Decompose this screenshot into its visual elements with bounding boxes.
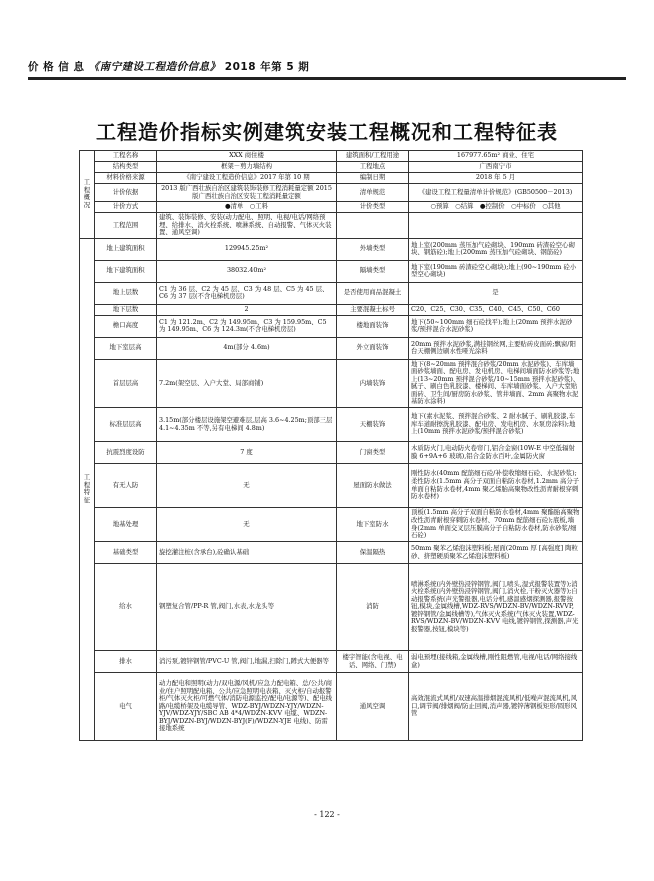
feature-row bbox=[80, 238, 583, 260]
feature-label-2: 消防 bbox=[337, 564, 409, 651]
feature-value: 无 bbox=[157, 508, 337, 542]
overview-label: 计价方式 bbox=[95, 202, 157, 213]
feature-value: 38032.40m² bbox=[157, 260, 337, 282]
feature-label: 有无人防 bbox=[95, 464, 157, 508]
compile-date-value: 2018 年 5 月 bbox=[409, 173, 583, 184]
feature-value-2: 是 bbox=[409, 282, 583, 304]
feature-value-2: 地下(50~100mm 细石砼找平);地上(20mm 预拌水泥砂浆/预拌混合水泥砂浆) bbox=[409, 315, 583, 337]
feature-row bbox=[80, 359, 583, 407]
feature-label-2: 门窗类型 bbox=[337, 442, 409, 464]
feature-label: 地上层数 bbox=[95, 282, 157, 304]
feature-label: 地下建筑面积 bbox=[95, 260, 157, 282]
feature-value-2: 20mm 预拌水泥砂浆,满挂钢丝网,主要贴砖皮面砖;飘窗/阳台天棚侧边刷水性哑光涂料 bbox=[409, 337, 583, 359]
feature-label-2: 保温隔热 bbox=[337, 542, 409, 564]
overview-label: 计价类型 bbox=[337, 202, 409, 213]
scope-label: 工程范围 bbox=[95, 213, 157, 239]
feature-value-2: 顶板(1.5mm 高分子双面自粘防水卷材,4mm 聚酯胎高聚物改性沥青耐根穿刺防水卷材、70mm 配筋细石砼);底板,墙身(2mm 单面交叉层压膜高分子自粘防水卷材,防水砂浆/细石砼) bbox=[409, 508, 583, 542]
feature-label: 首层层高 bbox=[95, 359, 157, 407]
header-rule bbox=[28, 77, 626, 80]
feature-row bbox=[80, 315, 583, 337]
feature-section-label: 工 程 特 征 bbox=[80, 238, 95, 740]
overview-value: 167977.65m² 商业、住宅 bbox=[409, 151, 583, 162]
feature-value-2: 弱电预埋(接线箱,金属线槽,刚性阻燃管,电视/电话/网络接线盒) bbox=[409, 651, 583, 673]
overview-label: 建筑面积/工程用途 bbox=[337, 151, 409, 162]
feature-row bbox=[80, 260, 583, 282]
overview-label: 工程地点 bbox=[337, 162, 409, 173]
header-magazine: 《南宁建设工程造价信息》 bbox=[88, 61, 221, 73]
feature-label-2: 隔墙类型 bbox=[337, 260, 409, 282]
feature-value: 2 bbox=[157, 304, 337, 315]
feature-value-2: 高效混流式风机/双速高温排烟混流风机/低噪声混流风机,风口,调节阀/排烟阀/防止回阀,消声器,镀锌薄钢板矩形/圆形风管 bbox=[409, 673, 583, 741]
feature-value-2: 木质防火门,电动防火卷帘门,铝合金窗(10W-E 中空低辐射膜 6+9A+6 玻璃),铝合金防水百叶,金属防火窗 bbox=[409, 442, 583, 464]
header-text bbox=[28, 59, 309, 74]
scope-empty-label bbox=[337, 213, 409, 239]
overview-label: 结构类型 bbox=[95, 162, 157, 173]
feature-row bbox=[80, 442, 583, 464]
overview-row bbox=[80, 213, 583, 239]
feature-label: 地下室层高 bbox=[95, 337, 157, 359]
feature-value: C1 为 121.2m、C2 为 149.95m、C3 为 159.95m、C5 为 149.95m、C6 为 124.3m(不含电梯机房层) bbox=[157, 315, 337, 337]
header-issue: 2018 年第 5 期 bbox=[224, 61, 310, 73]
overview-section-label: 工 程 概 况 bbox=[80, 151, 95, 239]
feature-row bbox=[80, 464, 583, 508]
feature-label-2: 楼地面装饰 bbox=[337, 315, 409, 337]
feature-label-2: 地下室防水 bbox=[337, 508, 409, 542]
scope-value: 建筑、装饰装修、安装(动力配电、照明、电视/电话/网络预埋、给排水、消火栓系统、喷淋系统、自动报警、气体灭火装置、通风空调) bbox=[157, 213, 337, 239]
feature-label: 地上建筑面积 bbox=[95, 238, 157, 260]
feature-row bbox=[80, 564, 583, 651]
feature-label: 檐口高度 bbox=[95, 315, 157, 337]
overview-label: 计价依据 bbox=[95, 184, 157, 202]
overview-value: ●清单 ○工料 bbox=[157, 202, 337, 213]
feature-label-2: 主要混凝土标号 bbox=[337, 304, 409, 315]
feature-value: 4m(部分 4.6m) bbox=[157, 337, 337, 359]
feature-label: 地基处理 bbox=[95, 508, 157, 542]
compile-date-label: 编制日期 bbox=[337, 173, 409, 184]
feature-label: 给水 bbox=[95, 564, 157, 651]
feature-label: 标准层层高 bbox=[95, 408, 157, 442]
feature-value: 旋挖灌注桩(含承台),砼确认基础 bbox=[157, 542, 337, 564]
feature-label-2: 通风空调 bbox=[337, 673, 409, 741]
feature-value-2: 地下室(190mm 砖渣砼空心砌块);地上(90~190mm 砼小型空心砌块) bbox=[409, 260, 583, 282]
feature-label: 抗震烈度设防 bbox=[95, 442, 157, 464]
feature-row bbox=[80, 337, 583, 359]
feature-row bbox=[80, 304, 583, 315]
page-header bbox=[28, 56, 626, 76]
material-source-value: 《南宁建设工程造价信息》2017 年第 10 期 bbox=[157, 173, 337, 184]
scope-empty-value bbox=[409, 213, 583, 239]
overview-value: ○预算 ○结算 ●控制价 ○中标价 ○其他 bbox=[409, 202, 583, 213]
feature-label: 排水 bbox=[95, 651, 157, 673]
header-prefix: 价 格 信 息 bbox=[28, 61, 85, 73]
page-title: 工程造价指标实例建筑安装工程概况和工程特征表 bbox=[96, 120, 558, 144]
page-number: - 122 - bbox=[314, 810, 340, 819]
project-table bbox=[79, 150, 583, 741]
feature-label-2: 外立面装饰 bbox=[337, 337, 409, 359]
overview-row bbox=[80, 162, 583, 173]
feature-label-2: 是否使用商品混凝土 bbox=[337, 282, 409, 304]
overview-value: 广西南宁市 bbox=[409, 162, 583, 173]
overview-value: 2013 版广西壮族自治区建筑装饰装修工程消耗量定额 2015 版广西壮族自治区安装工程消耗量定额 bbox=[157, 184, 337, 202]
feature-label: 地下层数 bbox=[95, 304, 157, 315]
feature-value: 无 bbox=[157, 464, 337, 508]
feature-label: 基础类型 bbox=[95, 542, 157, 564]
feature-label-2: 外墙类型 bbox=[337, 238, 409, 260]
feature-row bbox=[80, 282, 583, 304]
overview-value: 框架－剪力墙结构 bbox=[157, 162, 337, 173]
feature-row bbox=[80, 651, 583, 673]
feature-value: 消污泵,镀锌钢管/PVC-U 管,阀门,地漏,扫除门,蹲式大便器等 bbox=[157, 651, 337, 673]
overview-label: 工程名称 bbox=[95, 151, 157, 162]
feature-row bbox=[80, 542, 583, 564]
feature-value-2: 地下(8~20mm 预拌混合砂浆/20mm 水泥砂浆)、车库墙面砂浆墙面、配电房、发电机房、电梯间墙面防水砂浆等;地上(13~20mm 预拌混合砂浆/10~15mm 预拌水泥砂浆)、腻子、刷白色乳胶漆、楼梯间、车库墙面砂浆、入户大堂贴面砖、卫生间/厨房防水砂浆、管井墙面、2mm 高聚物水泥基防水涂料) bbox=[409, 359, 583, 407]
overview-row bbox=[80, 151, 583, 162]
feature-row bbox=[80, 408, 583, 442]
feature-row bbox=[80, 673, 583, 741]
overview-label: 清单规范 bbox=[337, 184, 409, 202]
feature-value: 3.15m(部分楼层设施架空避难层,层高 3.6~4.25m;顶部三层 4.1~4.35m 不等,另有电梯间 4.8m) bbox=[157, 408, 337, 442]
feature-value: C1 为 36 层、C2 为 45 层、C3 为 48 层、C5 为 45 层、C6 为 37 层(不含电梯机房层) bbox=[157, 282, 337, 304]
overview-row bbox=[80, 184, 583, 202]
overview-row bbox=[80, 173, 583, 184]
feature-value-2: C20、C25、C30、C35、C40、C45、C50、C60 bbox=[409, 304, 583, 315]
feature-value: 7 度 bbox=[157, 442, 337, 464]
feature-value: 动力配电和照明(动力/双电源/风机/应急力配电箱、总/公共/商业/住户照明配电箱、公共/应急照明电表箱、灭火柜/自动报警柜/气体灭火柜/可燃气体/消防电源监控/配电/电源等)、配电线路/电缆桥架及电缆导管、WDZ-BYJ/WDZN-YJY/WDZN-YJV/WDZ-YJY/SBC AB 4*4/WDZN-KVV 电缆、WDZN-BYJ/WDZN-BYJ/WDZN-BYJ(F)/WDZN-YJE 电线)、防雷接地系统 bbox=[157, 673, 337, 741]
overview-value: 《建设工程工程量清单计价规范》(GB50500－2013) bbox=[409, 184, 583, 202]
feature-value-2: 50mm 聚苯乙烯泡沫塑料板;屋面(20mm 厚 [高强度] 陶粒砂、挤塑硬质聚苯乙烯泡沫塑料板) bbox=[409, 542, 583, 564]
feature-value-2: 地下(素水泥浆、预拌混合砂浆、2 耐水腻子、刷乳胶漆,车库车道耐擦洗乳胶漆、配电房、发电机房、水泵房涂料);地上(10mm 预拌水泥砂浆/预拌混合砂浆) bbox=[409, 408, 583, 442]
feature-value-2: 刚性防水(40mm 配筋细石砼/补偿收缩细石砼、水泥砂浆);柔性防水(1.5mm 高分子双面自粘防水卷材,1.2mm 高分子单面自粘防水卷材,4mm 聚乙烯胎高聚物改性沥青耐根穿刺防水卷材) bbox=[409, 464, 583, 508]
feature-label-2: 天棚装饰 bbox=[337, 408, 409, 442]
feature-row bbox=[80, 508, 583, 542]
material-source-label: 材料价格来源 bbox=[95, 173, 157, 184]
feature-value: 7.2m(架空层、入户大堂、局部商铺) bbox=[157, 359, 337, 407]
overview-row bbox=[80, 202, 583, 213]
feature-label-2: 楼宇智能(含电视、电话、网络、门禁) bbox=[337, 651, 409, 673]
feature-value: 钢塑复合管/PP-R 管,阀门,水表,水龙头等 bbox=[157, 564, 337, 651]
feature-value-2: 喷淋系统(内外壁热浸锌钢管,阀门,喷头,湿式报警装置等);消火栓系统(内外壁热浸锌钢管,阀门,消火栓,干粉灭火器等);自动报警系统(声光警报器,电话分机,感温感烟探测器,报警按钮,模块,金属线槽,WDZ-RVS/WDZN-BV/WDZN-RVVP,镀锌钢管/金属线槽等),气体灭火系统(气体灭火装置,WDZ-RVS/WDZN-BV/WDZN-KVV 电线,镀锌钢管,探测器,声光报警器,按钮,模块等) bbox=[409, 564, 583, 651]
feature-label-2: 屋面防水做法 bbox=[337, 464, 409, 508]
feature-value: 129945.25m² bbox=[157, 238, 337, 260]
feature-label: 电气 bbox=[95, 673, 157, 741]
feature-value-2: 地上室(200mm 蒸压加气砼砌块、190mm 砖渣砼空心砌块、钢筋砼);地上(200mm 蒸压加气砼砌块、钢筋砼) bbox=[409, 238, 583, 260]
feature-label-2: 内墙装饰 bbox=[337, 359, 409, 407]
overview-value: XXX 商住楼 bbox=[157, 151, 337, 162]
